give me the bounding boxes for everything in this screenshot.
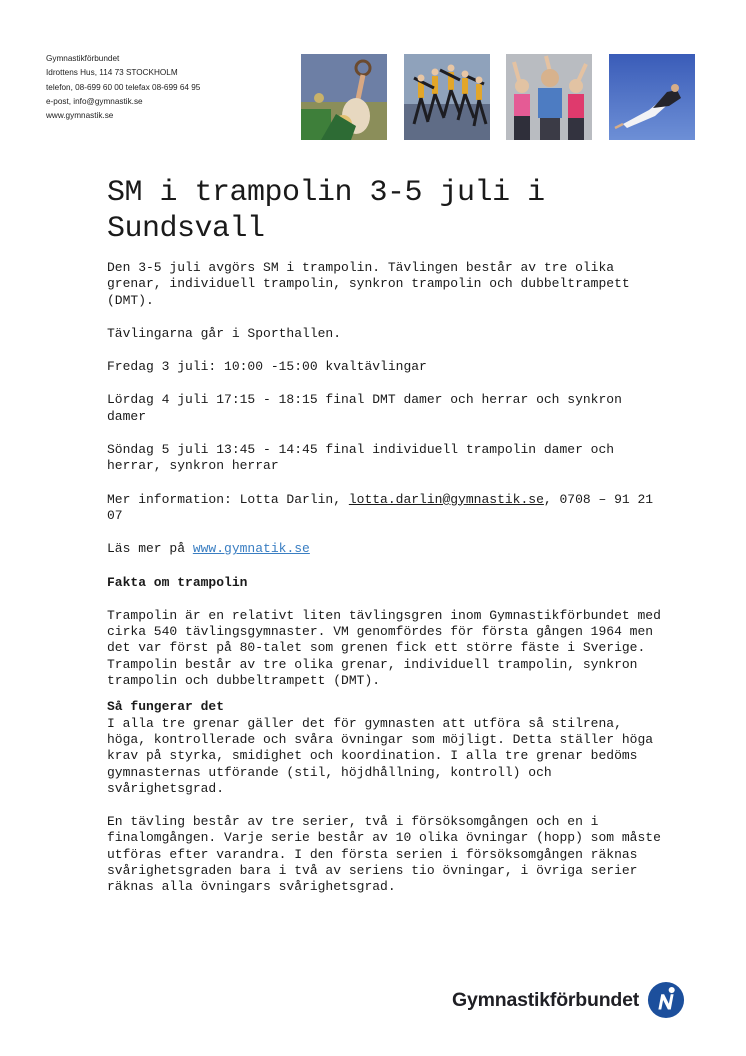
- gymnast-logo-icon: [647, 981, 685, 1019]
- facts-paragraph: Trampolin är en relativt liten tävlingsgren inom Gymnastikförbundet med cirka 540 tävlingsgymnaster. VM genomfördes för första gången 1964 men det var först på 80-talet som grenen fick ett större fäste i Sverige. Trampolin består av tre olika grenar, individuell trampolin, synkron trampolin och dubbeltrampett (DMT).: [107, 607, 661, 689]
- contact-phone: , 0708 – 91 21 07: [107, 491, 654, 523]
- org-web: www.gymnastik.se: [46, 111, 114, 121]
- logo-wordmark: Gymnastikförbundet: [452, 988, 640, 1011]
- group-gymnastics-photo: [404, 54, 490, 140]
- footer-logo: [452, 980, 685, 1020]
- how-paragraph-1: I alla tre grenar gäller det för gymnasten att utföra så stilrena, höga, kontrollerade och svåra övningar som möjligt. Detta ställer höga krav på styrka, smidighet och koordination. I alla tre grenar bedöms gymnasternas utförande (stil, höjdhållning, kontroll) och svårighetsgrad.: [107, 715, 654, 796]
- trampoline-jump-photo: [609, 54, 695, 140]
- how-heading: Så fungerar det: [107, 699, 225, 715]
- schedule-saturday: Lördag 4 juli 17:15 - 18:15 final DMT damer och herrar och synkron damer: [107, 392, 622, 424]
- aerobics-group-photo: [506, 54, 592, 140]
- how-paragraph-2: En tävling består av tre serier, två i försöksomgången och en i finalomgången. Varje serie består av 10 olika övningar (hopp) som måste utföras efter varandra. I den första serien i försöksomgången räknas svårighetsgraden bara i två av seriens tio övningar, i övriga serier räknas alla övningars svårighetsgrad.: [107, 814, 661, 895]
- org-address: Idrottens Hus, 114 73 STOCKHOLM: [46, 68, 178, 78]
- contact-email-link[interactable]: lotta.darlin@gymnastik.se: [348, 491, 544, 507]
- venue-paragraph: Tävlingarna går i Sporthallen.: [107, 325, 342, 341]
- press-release: [107, 175, 667, 896]
- org-email: e-post, info@gymnastik.se: [46, 96, 143, 106]
- contact-prefix: Mer information: Lotta Darlin,: [107, 491, 349, 507]
- page-title: SM i trampolin 3-5 juli i Sundsvall: [107, 176, 545, 246]
- schedule-sunday: Söndag 5 juli 13:45 - 14:45 final individuell trampolin damer och herrar, synkron herrar: [107, 442, 615, 474]
- website-link[interactable]: www.gymnatik.se: [192, 541, 310, 557]
- read-more-prefix: Läs mer på: [107, 541, 193, 557]
- intro-paragraph: Den 3-5 juli avgörs SM i trampolin. Tävlingen består av tre olika grenar, individuell trampolin, synkron trampolin och dubbeltrampett (DMT).: [107, 260, 630, 308]
- schedule-friday: Fredag 3 juli: 10:00 -15:00 kvaltävlingar: [107, 359, 427, 375]
- contact-paragraph: [107, 492, 667, 525]
- org-phone: telefon, 08-699 60 00 telefax 08-699 64 95: [46, 82, 201, 92]
- gymnast-rings-photo: [301, 54, 387, 140]
- facts-heading: Fakta om trampolin: [107, 574, 248, 590]
- org-name: Gymnastikförbundet: [46, 54, 120, 63]
- read-more-paragraph: [107, 541, 667, 557]
- letterhead: [46, 52, 200, 123]
